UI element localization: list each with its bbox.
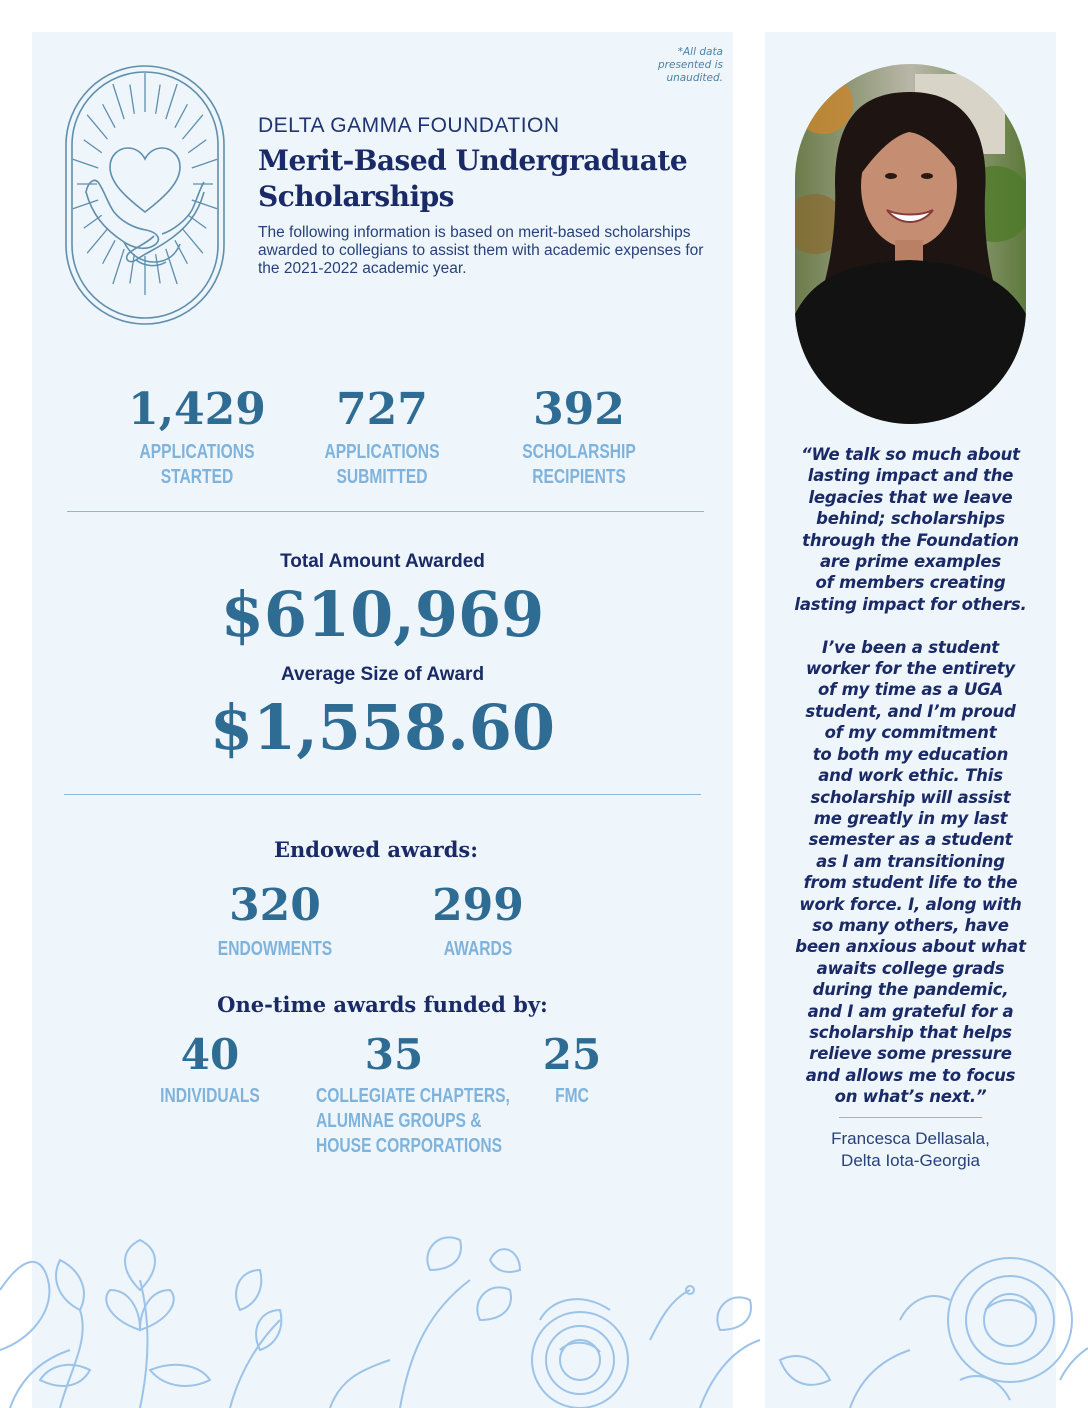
emblem-ray — [183, 115, 203, 139]
one-time-heading: One-time awards funded by: — [217, 992, 548, 1017]
emblem-ray — [130, 254, 134, 283]
stat-label: AWARDS — [443, 938, 513, 960]
stat-value: 1,429 — [128, 384, 266, 435]
page-title — [258, 143, 718, 215]
divider — [67, 511, 704, 512]
emblem-ray — [130, 85, 134, 114]
portrait-photo — [795, 64, 1026, 424]
average-award-label: Average Size of Award — [280, 664, 485, 685]
stat-applications-started — [122, 384, 272, 490]
stat-label: INDIVIDUALS — [160, 1085, 260, 1107]
emblem-ray — [188, 140, 206, 153]
stat-applications-submitted — [307, 384, 457, 490]
stat-collegiate-chapters — [294, 1030, 510, 1159]
emblem-ray — [84, 140, 102, 153]
stat-label: HOUSE CORPORATIONS — [316, 1135, 503, 1157]
stat-label: SCHOLARSHIP — [522, 441, 636, 463]
stat-value: 299 — [432, 880, 524, 931]
stat-scholarship-recipients — [504, 384, 654, 490]
title-line: Merit-Based Undergraduate — [258, 144, 688, 177]
disclaimer-line: unaudited. — [666, 72, 723, 84]
emblem-ray — [113, 84, 124, 119]
emblem-ray — [188, 215, 206, 228]
heart-in-hands-icon — [64, 64, 226, 326]
divider — [64, 794, 701, 795]
stat-label: APPLICATIONS — [139, 441, 255, 463]
testimonial-quote: “We talk so much about lasting impact and the legacies that we leave behind; scholarships through the Foundation are prime examples of members creating lasting impact for others. I’ve been a student worker for the entirety of my time as a UGA student, and I’m proud of my commitment to both my education and work ethic. This scholarship will assist me greatly in my last semester as a student as I am transitioning from student life to the work force. I, along with so many others, have been anxious about what awaits college grads during the pandemic, and I am grateful for a scholarship that helps relieve some pressure and allows me to focus on what’s next.” — [794, 445, 1027, 1107]
stat-value: 392 — [533, 384, 625, 435]
disclaimer — [603, 46, 723, 85]
emblem-ray — [87, 115, 107, 139]
stat-fmc — [497, 1030, 647, 1109]
total-awarded-value: $610,969 — [220, 578, 545, 651]
emblem-ray — [103, 240, 115, 263]
emblem-ray — [175, 240, 187, 263]
stat-label: ENDOWMENTS — [217, 938, 333, 960]
emblem-ray — [156, 85, 160, 114]
stat-label: APPLICATIONS — [324, 441, 440, 463]
testimonial-chapter: Delta Iota-Georgia — [841, 1151, 980, 1170]
floral-border-decoration — [0, 1230, 1088, 1408]
stat-endowments — [200, 880, 350, 962]
emblem-ray — [166, 84, 177, 119]
intro-text: The following information is based on merit-based scholarships awarded to collegians to assist them with academic expenses for the 2021-2022 academic year. — [258, 224, 704, 277]
testimonial-name: Francesca Dellasala, — [831, 1129, 990, 1148]
stat-individuals — [135, 1030, 285, 1109]
stat-label: COLLEGIATE CHAPTERS, — [316, 1085, 510, 1107]
stat-label: SUBMITTED — [336, 466, 428, 488]
stat-label: RECIPIENTS — [532, 466, 626, 488]
endowed-heading: Endowed awards: — [273, 837, 478, 862]
stat-value: 35 — [364, 1030, 424, 1079]
emblem-ray — [166, 249, 177, 284]
stat-endowed-awards — [403, 880, 553, 962]
org-name: DELTA GAMMA FOUNDATION — [258, 114, 560, 137]
emblem-ray — [175, 104, 187, 127]
emblem-ray — [87, 229, 107, 253]
disclaimer-line: *All data — [677, 46, 723, 58]
emblem-ray — [183, 229, 203, 253]
emblem-ray — [113, 249, 124, 284]
emblem-ray — [156, 254, 160, 283]
stat-value: 25 — [542, 1030, 602, 1079]
stat-value: 320 — [229, 880, 321, 931]
emblem-ray — [84, 215, 102, 228]
stat-value: 727 — [336, 384, 428, 435]
stat-value: 40 — [180, 1030, 240, 1079]
stat-label: FMC — [555, 1085, 589, 1107]
divider — [839, 1117, 982, 1118]
emblem-ray — [73, 200, 98, 209]
emblem-ray — [73, 159, 98, 168]
title-line: Scholarships — [258, 180, 454, 213]
emblem-ray — [103, 104, 115, 127]
emblem-ray — [192, 159, 217, 168]
average-award-value: $1,558.60 — [209, 691, 556, 764]
total-awarded-label: Total Amount Awarded — [280, 551, 485, 572]
stat-label: ALUMNAE GROUPS & — [316, 1110, 482, 1132]
stat-label: STARTED — [160, 466, 234, 488]
disclaimer-line: presented is — [658, 59, 723, 71]
